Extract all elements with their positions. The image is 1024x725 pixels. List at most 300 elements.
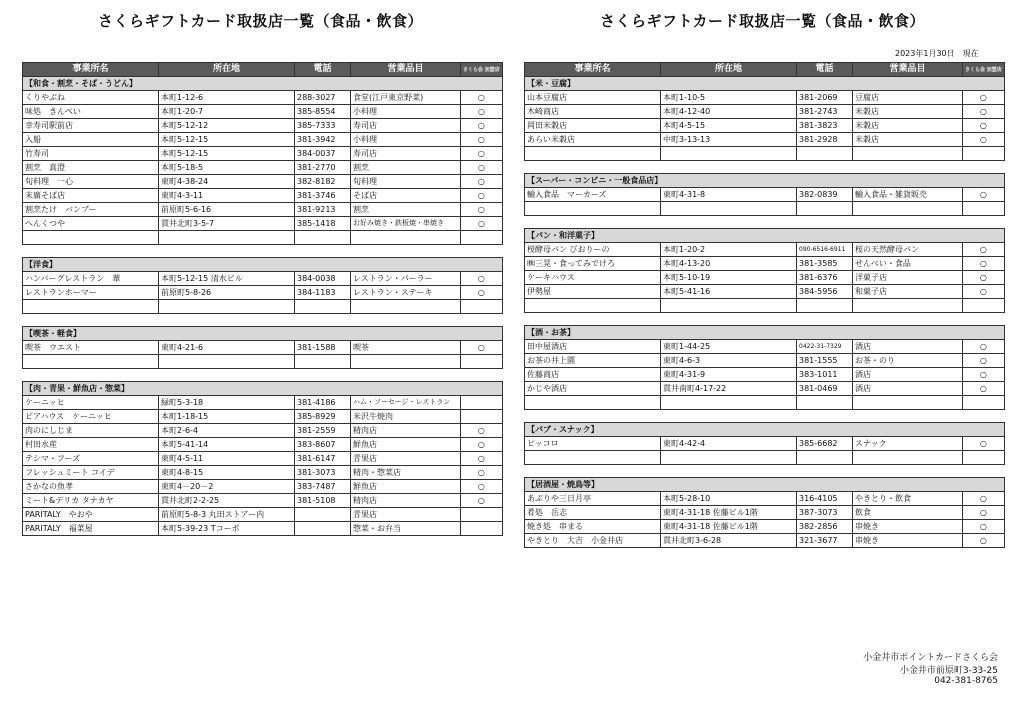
store-name [23, 355, 159, 369]
store-name: 田中屋酒店 [525, 340, 661, 354]
store-phone: 385-7333 [295, 119, 351, 133]
store-name: 山本豆腐店 [525, 91, 661, 105]
store-address: 東町1-44-25 [661, 340, 797, 354]
address-header: 所在地 [661, 63, 797, 77]
store-phone [295, 231, 351, 245]
member-mark: ○ [461, 424, 503, 438]
organizer-phone: 042-381-8765 [934, 676, 998, 686]
store-name: PARITALY 福菜屋 [23, 522, 159, 536]
store-name: 伊勢屋 [525, 285, 661, 299]
store-business: 小料理 [351, 133, 461, 147]
section-gap [525, 161, 1005, 174]
store-name: あらい米穀店 [525, 133, 661, 147]
store-name: 佐藤商店 [525, 368, 661, 382]
table-row [525, 354, 1005, 368]
store-business: 割烹 [351, 161, 461, 175]
organizer-name: 小金井市ポイントカードさくら会 [863, 653, 998, 663]
phone-header: 電話 [797, 63, 853, 77]
store-name: 割烹たけ バンブー [23, 203, 159, 217]
store-address: 中町3-13-13 [661, 133, 797, 147]
member-mark: ○ [461, 217, 503, 231]
store-business: 飲食 [853, 506, 963, 520]
store-business: 鮮魚店 [351, 480, 461, 494]
member-mark [461, 508, 503, 522]
section-gap [525, 465, 1005, 478]
store-business [351, 300, 461, 314]
member-mark: ○ [461, 466, 503, 480]
member-mark [963, 147, 1005, 161]
store-name [525, 147, 661, 161]
table-row [23, 91, 503, 105]
table-row [23, 452, 503, 466]
store-phone [797, 147, 853, 161]
store-phone [797, 396, 853, 410]
page-title-left: さくらギフトカード取扱店一覧（食品・飲食） [98, 12, 424, 30]
table-row [525, 506, 1005, 520]
store-name: かじや酒店 [525, 382, 661, 396]
store-address [661, 202, 797, 216]
store-address: 東町4-21-6 [159, 341, 295, 355]
store-address: 貫井北町3-6-28 [661, 534, 797, 548]
store-phone: 384-5956 [797, 285, 853, 299]
store-phone: 385-8929 [295, 410, 351, 424]
store-name [525, 299, 661, 313]
table-row [23, 355, 503, 369]
table-row [23, 286, 503, 300]
store-list-right [524, 62, 1005, 548]
member-mark [963, 299, 1005, 313]
category-row [23, 382, 503, 396]
store-name: ケーキハウス [525, 271, 661, 285]
store-name [23, 300, 159, 314]
store-business: 惣菜・お弁当 [351, 522, 461, 536]
member-mark: ○ [461, 286, 503, 300]
member-mark: ○ [963, 520, 1005, 534]
table-row [23, 175, 503, 189]
store-address [159, 355, 295, 369]
name-header: 事業所名 [23, 63, 159, 77]
gap-cell [525, 465, 1005, 478]
store-name: ケーニッヒ [23, 396, 159, 410]
member-mark: ○ [461, 161, 503, 175]
table-row [23, 189, 503, 203]
store-address: 東町4-3-11 [159, 189, 295, 203]
store-address: 貫井北町3-5-7 [159, 217, 295, 231]
store-phone: 381-2559 [295, 424, 351, 438]
store-business: スナック [853, 437, 963, 451]
store-business: 輸入食品・雑貨販売 [853, 188, 963, 202]
store-phone: 384-1183 [295, 286, 351, 300]
store-business [853, 202, 963, 216]
store-name [525, 396, 661, 410]
member-header: さくら会 加盟店 [963, 63, 1005, 77]
store-address: 本町5-28-10 [661, 492, 797, 506]
table-row [23, 300, 503, 314]
store-address: 貫井南町4-17-22 [661, 382, 797, 396]
store-business: 米穀店 [853, 119, 963, 133]
store-phone: 381-9213 [295, 203, 351, 217]
table-row [23, 480, 503, 494]
member-mark: ○ [963, 243, 1005, 257]
member-mark: ○ [963, 91, 1005, 105]
store-name: ミート&デリカ タナカヤ [23, 494, 159, 508]
member-mark: ○ [963, 257, 1005, 271]
store-name: 幸寿司駅前店 [23, 119, 159, 133]
store-name: PARITALY やおや [23, 508, 159, 522]
member-header: さくら会 加盟店 [461, 63, 503, 77]
store-address: 東町4-38-24 [159, 175, 295, 189]
table-row [525, 534, 1005, 548]
store-address: 本町5-18-5 [159, 161, 295, 175]
store-business: 酒店 [853, 368, 963, 382]
member-mark: ○ [461, 452, 503, 466]
store-phone: 385-8554 [295, 105, 351, 119]
store-business: 青果店 [351, 508, 461, 522]
store-name: 割烹 真澄 [23, 161, 159, 175]
category-row [525, 478, 1005, 492]
store-business: レストラン・ステーキ [351, 286, 461, 300]
store-phone: 381-5108 [295, 494, 351, 508]
category-row [23, 327, 503, 341]
store-business: お茶・のり [853, 354, 963, 368]
table-row [525, 382, 1005, 396]
address-header: 所在地 [159, 63, 295, 77]
store-phone: 381-3942 [295, 133, 351, 147]
category-row [525, 229, 1005, 243]
store-name: 焼き処 串まる [525, 520, 661, 534]
table-row [525, 147, 1005, 161]
store-business [853, 299, 963, 313]
table-row [23, 203, 503, 217]
member-mark: ○ [963, 119, 1005, 133]
store-business [853, 147, 963, 161]
store-business: やきとり・飲食 [853, 492, 963, 506]
store-address: 本町1-20-2 [661, 243, 797, 257]
member-mark [963, 396, 1005, 410]
store-phone: 0422-31-7329 [797, 340, 853, 354]
store-phone: 382-0839 [797, 188, 853, 202]
store-business: 豆腐店 [853, 91, 963, 105]
store-address: 本町5-12-12 [159, 119, 295, 133]
store-name: やきとり 大吉 小金井店 [525, 534, 661, 548]
member-mark: ○ [461, 438, 503, 452]
store-business: 精肉店 [351, 424, 461, 438]
store-business: 喫茶 [351, 341, 461, 355]
table-row [525, 437, 1005, 451]
member-mark [461, 300, 503, 314]
member-mark: ○ [963, 368, 1005, 382]
member-mark: ○ [963, 534, 1005, 548]
store-phone: 383-8607 [295, 438, 351, 452]
table-row [23, 161, 503, 175]
store-address [661, 299, 797, 313]
store-business: 寿司店 [351, 119, 461, 133]
store-business: 青果店 [351, 452, 461, 466]
store-phone: 384-0038 [295, 272, 351, 286]
gap-cell [23, 369, 503, 382]
store-phone: 383-1011 [797, 368, 853, 382]
table-row [23, 396, 503, 410]
gap-cell [23, 245, 503, 258]
gap-cell [525, 216, 1005, 229]
store-business: 小料理 [351, 105, 461, 119]
store-address: 本町1-18-15 [159, 410, 295, 424]
table-row [525, 133, 1005, 147]
store-phone: 383-7487 [295, 480, 351, 494]
store-name [525, 451, 661, 465]
store-address: 前原町5-6-16 [159, 203, 295, 217]
store-phone: 288-3027 [295, 91, 351, 105]
store-phone: 381-3585 [797, 257, 853, 271]
store-business: 酒店 [853, 340, 963, 354]
store-business: 桜の天然酵母パン [853, 243, 963, 257]
store-address: 東町4-8-15 [159, 466, 295, 480]
category-row [23, 258, 503, 272]
table-row [525, 451, 1005, 465]
table-row [23, 508, 503, 522]
member-mark: ○ [461, 147, 503, 161]
section-gap [525, 313, 1005, 326]
store-address: 東町4-42-4 [661, 437, 797, 451]
category-label: 【和食・割烹・そば・うどん】 [23, 77, 503, 91]
store-business: 米穀店 [853, 105, 963, 119]
section-gap [23, 314, 503, 327]
store-address: 東町4-5-11 [159, 452, 295, 466]
store-address: 東町4-31-18 佐藤ビル1階 [661, 520, 797, 534]
store-address: 本町1-20-7 [159, 105, 295, 119]
store-address: 本町5-12-15 [159, 147, 295, 161]
gap-cell [525, 410, 1005, 423]
store-phone: 381-6376 [797, 271, 853, 285]
store-address: 東町4-31-8 [661, 188, 797, 202]
store-business [853, 396, 963, 410]
table-row [525, 299, 1005, 313]
store-name: あぶりや三日月亭 [525, 492, 661, 506]
category-row [525, 174, 1005, 188]
category-label: 【洋食】 [23, 258, 503, 272]
store-phone: 381-2743 [797, 105, 853, 119]
store-phone [295, 355, 351, 369]
table-row [23, 119, 503, 133]
store-business: 旬料理 [351, 175, 461, 189]
store-business: 米穀店 [853, 133, 963, 147]
table-row [525, 271, 1005, 285]
store-business: 酒店 [853, 382, 963, 396]
store-name: 竹寿司 [23, 147, 159, 161]
store-name: くりやぶね [23, 91, 159, 105]
store-phone [797, 299, 853, 313]
member-mark [461, 231, 503, 245]
store-business: 米沢牛焼肉 [351, 410, 461, 424]
store-phone: 381-1588 [295, 341, 351, 355]
table-row [525, 119, 1005, 133]
member-mark: ○ [963, 285, 1005, 299]
store-phone: 381-3073 [295, 466, 351, 480]
member-mark: ○ [461, 91, 503, 105]
page-title-right: さくらギフトカード取扱店一覧（食品・飲食） [600, 12, 926, 30]
store-business [351, 355, 461, 369]
member-mark: ○ [963, 437, 1005, 451]
member-mark [461, 522, 503, 536]
member-mark: ○ [963, 188, 1005, 202]
section-gap [525, 410, 1005, 423]
table-row [23, 410, 503, 424]
store-business: 食堂(江戸東京野菜) [351, 91, 461, 105]
member-mark [461, 410, 503, 424]
member-mark: ○ [963, 133, 1005, 147]
store-phone: 381-3746 [295, 189, 351, 203]
store-name: 肴処 岳志 [525, 506, 661, 520]
store-phone: 321-3677 [797, 534, 853, 548]
category-label: 【パブ・スナック】 [525, 423, 1005, 437]
store-phone: 381-6147 [295, 452, 351, 466]
store-address: 本町5-10-19 [661, 271, 797, 285]
store-table [22, 62, 503, 536]
member-mark: ○ [963, 354, 1005, 368]
member-mark: ○ [963, 492, 1005, 506]
store-name: 入船 [23, 133, 159, 147]
category-label: 【米・豆腐】 [525, 77, 1005, 91]
organizer-address: 小金井市前原町3-33-25 [899, 666, 998, 676]
store-business [351, 231, 461, 245]
header-row [525, 63, 1005, 77]
store-name: 末廣そば店 [23, 189, 159, 203]
store-name: さかなの魚孝 [23, 480, 159, 494]
store-name: 喫茶 ウエスト [23, 341, 159, 355]
store-address: 東町4-6-3 [661, 354, 797, 368]
table-row [23, 522, 503, 536]
category-label: 【喫茶・軽食】 [23, 327, 503, 341]
table-row [525, 243, 1005, 257]
category-label: 【肉・青果・鮮魚店・惣菜】 [23, 382, 503, 396]
member-mark: ○ [461, 133, 503, 147]
store-address: 本町5-12-15 清水ビル [159, 272, 295, 286]
table-row [23, 231, 503, 245]
table-row [525, 285, 1005, 299]
member-mark: ○ [461, 203, 503, 217]
member-mark: ○ [461, 189, 503, 203]
table-row [525, 257, 1005, 271]
business-header: 営業品目 [853, 63, 963, 77]
store-phone [295, 522, 351, 536]
store-business: 串焼き [853, 534, 963, 548]
store-business: 鮮魚店 [351, 438, 461, 452]
table-row [525, 492, 1005, 506]
store-name: テシマ・フーズ [23, 452, 159, 466]
store-business: せんべい・食品 [853, 257, 963, 271]
store-business [853, 451, 963, 465]
gap-cell [525, 313, 1005, 326]
store-name [23, 231, 159, 245]
table-row [23, 341, 503, 355]
store-address: 前原町5-8-26 [159, 286, 295, 300]
store-phone: 381-2928 [797, 133, 853, 147]
store-address: 本町4-12-40 [661, 105, 797, 119]
table-row [525, 91, 1005, 105]
member-mark [963, 202, 1005, 216]
store-name: へんくつや [23, 217, 159, 231]
category-row [525, 326, 1005, 340]
store-phone: 090-6516-6911 [797, 243, 853, 257]
store-table [524, 62, 1005, 548]
store-address: 東町4-31-18 佐藤ビル1階 [661, 506, 797, 520]
name-header: 事業所名 [525, 63, 661, 77]
store-address: 緑町5-3-18 [159, 396, 295, 410]
store-address: 本町5-41-14 [159, 438, 295, 452]
table-row [23, 147, 503, 161]
table-row [23, 133, 503, 147]
store-address: 本町1-10-5 [661, 91, 797, 105]
store-name: 旬料理 一心 [23, 175, 159, 189]
member-mark: ○ [461, 105, 503, 119]
member-mark: ○ [461, 272, 503, 286]
store-business: 串焼き [853, 520, 963, 534]
category-label: 【スーパー・コンビニ・一般食品店】 [525, 174, 1005, 188]
store-name [525, 202, 661, 216]
table-row [525, 396, 1005, 410]
category-row [23, 77, 503, 91]
store-phone: 381-3823 [797, 119, 853, 133]
store-address: 本町5-41-16 [661, 285, 797, 299]
store-name: 肉のにしじま [23, 424, 159, 438]
store-phone: 381-2069 [797, 91, 853, 105]
section-gap [23, 245, 503, 258]
store-business: 洋菓子店 [853, 271, 963, 285]
store-name: 村田水産 [23, 438, 159, 452]
store-address: 本町5-39-23 Tコーポ [159, 522, 295, 536]
table-row [525, 520, 1005, 534]
member-mark [461, 355, 503, 369]
store-name: ㈱三晃・食ってみでけろ [525, 257, 661, 271]
category-row [525, 423, 1005, 437]
gap-cell [23, 314, 503, 327]
phone-header: 電話 [295, 63, 351, 77]
store-business: 割烹 [351, 203, 461, 217]
store-business: 和菓子店 [853, 285, 963, 299]
store-address: 東町4-31-9 [661, 368, 797, 382]
store-name: ハンバーグレストラン 葦 [23, 272, 159, 286]
member-mark: ○ [963, 105, 1005, 119]
date-stamp: 2023年1月30日 現在 [895, 49, 979, 58]
category-label: 【パン・和洋菓子】 [525, 229, 1005, 243]
store-business: レストラン・パーラー [351, 272, 461, 286]
store-address [661, 451, 797, 465]
store-list-left [22, 62, 503, 536]
store-phone: 381-4186 [295, 396, 351, 410]
store-name: 岡田米穀店 [525, 119, 661, 133]
store-address: 本町5-12-15 [159, 133, 295, 147]
store-phone [797, 202, 853, 216]
store-name: ピッコロ [525, 437, 661, 451]
store-name: レストランホーマー [23, 286, 159, 300]
member-mark: ○ [461, 119, 503, 133]
category-label: 【居酒屋・焼鳥等】 [525, 478, 1005, 492]
store-phone [295, 508, 351, 522]
store-address: 本町2-6-4 [159, 424, 295, 438]
table-row [525, 340, 1005, 354]
store-name: 木崎商店 [525, 105, 661, 119]
store-address [159, 300, 295, 314]
store-name: 桜酵母パン びおりーの [525, 243, 661, 257]
store-address: 貫井北町2-2-25 [159, 494, 295, 508]
store-phone: 382-8182 [295, 175, 351, 189]
section-gap [525, 216, 1005, 229]
gap-cell [525, 161, 1005, 174]
member-mark: ○ [963, 271, 1005, 285]
store-name: ビアハウス ケーニッヒ [23, 410, 159, 424]
member-mark: ○ [963, 382, 1005, 396]
store-phone: 381-2770 [295, 161, 351, 175]
